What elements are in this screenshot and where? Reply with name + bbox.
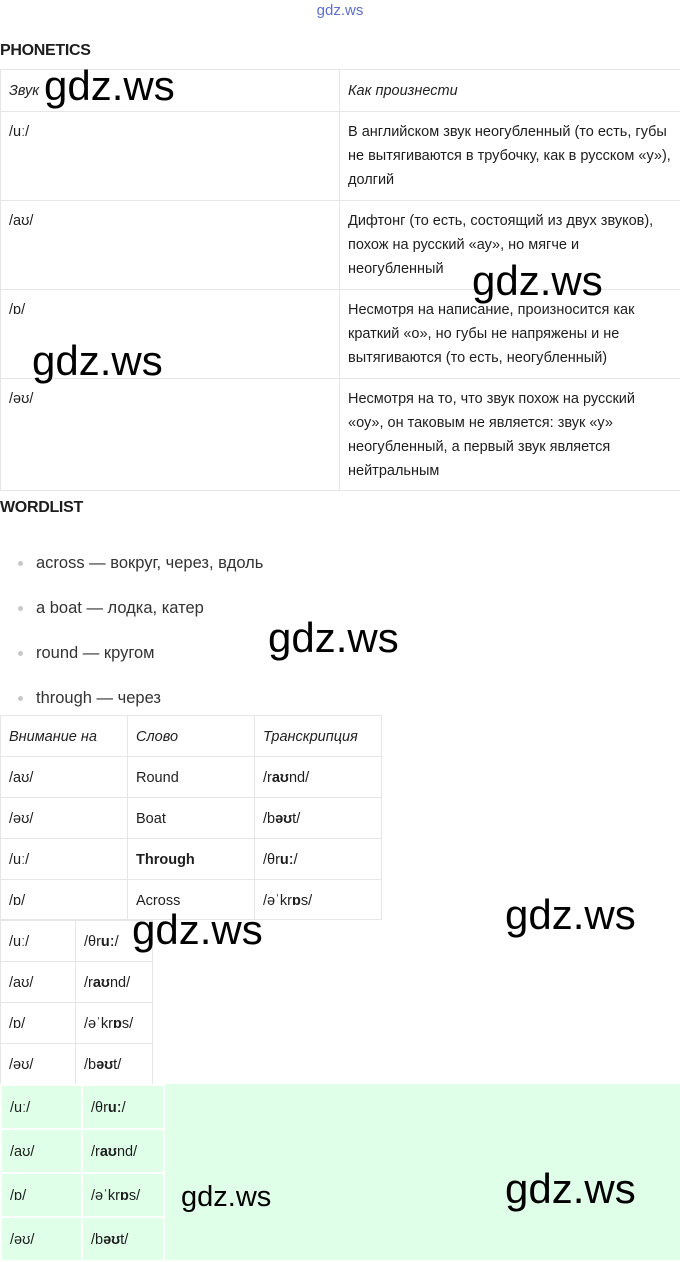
focus-cell: /əʊ/ xyxy=(1,798,128,839)
transcription-cell xyxy=(82,1173,164,1217)
trans-highlight: uː xyxy=(280,852,294,868)
trans-part: /r xyxy=(263,770,272,786)
word-part: t xyxy=(162,811,166,827)
focus-cell: /aʊ/ xyxy=(1,757,128,798)
trans-part: /əˈkr xyxy=(263,893,292,909)
transcription-cell xyxy=(76,1044,153,1085)
description-cell: Дифтонг (то есть, состоящий из двух звуков), похож на русский «ау», но мягче и неогубленный xyxy=(340,201,680,290)
table-row xyxy=(1,1003,153,1044)
trans-highlight: uː xyxy=(108,1100,122,1116)
sound-cell: /əʊ/ xyxy=(1,379,340,491)
word-cell xyxy=(128,798,255,839)
transcription-cell xyxy=(76,1003,153,1044)
watermark: gdz.ws xyxy=(32,337,163,385)
trans-part: t/ xyxy=(113,1057,121,1073)
trans-part: / xyxy=(122,1100,126,1116)
word-highlight: o xyxy=(158,893,166,909)
list-item: a boat — лодка, катер xyxy=(18,597,263,642)
column-header: Как произнести xyxy=(340,70,680,112)
word-cell xyxy=(128,839,255,880)
transcription-cell xyxy=(82,1085,164,1129)
table-row xyxy=(1,1129,164,1173)
transcription-cell xyxy=(255,798,382,839)
trans-highlight: ɒ xyxy=(292,893,301,909)
trans-part: s/ xyxy=(129,1188,140,1204)
word-table xyxy=(0,715,382,920)
table-row xyxy=(1,757,382,798)
green-sound-table xyxy=(0,1084,165,1262)
trans-highlight: aʊ xyxy=(272,770,289,786)
watermark: gdz.ws xyxy=(268,614,399,662)
trans-part: s/ xyxy=(122,1016,133,1032)
description-cell: В английском звук неогубленный (то есть, губы не вытягиваются в трубочку, как в русском «у»), долгий xyxy=(340,112,680,201)
trans-part: /b xyxy=(263,811,275,827)
transcription-cell xyxy=(82,1129,164,1173)
trans-part: /b xyxy=(91,1232,103,1248)
table-row xyxy=(1,379,680,491)
wordlist-heading: WORDLIST xyxy=(0,499,83,517)
trans-part: s/ xyxy=(301,893,312,909)
trans-part: / xyxy=(294,852,298,868)
sound-cell: /ɒ/ xyxy=(1,1173,82,1217)
trans-part: /r xyxy=(84,975,93,991)
list-item: across — вокруг, через, вдоль xyxy=(18,552,263,597)
transcription-cell xyxy=(255,757,382,798)
description-cell: Несмотря на то, что звук похож на русский «оу», он таковым не является: звук «у» неогубленный, а первый звук является нейтральным xyxy=(340,379,680,491)
list-item: round — кругом xyxy=(18,642,263,687)
table-row xyxy=(1,921,153,962)
sound-cell: /əʊ/ xyxy=(1,1044,76,1085)
trans-part: /r xyxy=(91,1144,100,1160)
table-row xyxy=(1,962,153,1003)
trans-part: t/ xyxy=(120,1232,128,1248)
trans-part: nd/ xyxy=(289,770,309,786)
watermark: gdz.ws xyxy=(472,257,603,305)
column-header: Звук xyxy=(1,70,340,112)
trans-highlight: uː xyxy=(101,934,115,950)
word-cell xyxy=(128,757,255,798)
transcription-cell xyxy=(82,1217,164,1261)
column-header: Слово xyxy=(128,716,255,757)
trans-highlight: əʊ xyxy=(275,811,292,827)
description-cell: Несмотря на написание, произносится как краткий «о», но губы не напряжены и не вытягиваются (то есть, неогубленный) xyxy=(340,290,680,379)
trans-part: nd/ xyxy=(117,1144,137,1160)
sound-cell: /ɒ/ xyxy=(1,290,340,379)
table-row xyxy=(1,798,382,839)
table-row xyxy=(1,112,680,201)
watermark: gdz.ws xyxy=(181,1181,271,1214)
trans-part: /θr xyxy=(91,1100,108,1116)
sound-cell: /əʊ/ xyxy=(1,1217,82,1261)
word-part: R xyxy=(136,770,146,786)
trans-highlight: ɒ xyxy=(120,1188,129,1204)
word-highlight: oa xyxy=(146,811,162,827)
list-item: through — через xyxy=(18,687,263,732)
word-part: Acr xyxy=(136,893,158,909)
trans-part: /θr xyxy=(84,934,101,950)
trans-part: /əˈkr xyxy=(84,1016,113,1032)
sound-cell: /uː/ xyxy=(1,1085,82,1129)
focus-cell: /ɒ/ xyxy=(1,880,128,920)
sound-cell: /aʊ/ xyxy=(1,201,340,290)
table-row xyxy=(1,1044,153,1085)
trans-part: t/ xyxy=(292,811,300,827)
word-part: ss xyxy=(166,893,181,909)
sound-cell: /aʊ/ xyxy=(1,962,76,1003)
sound-cell: /uː/ xyxy=(1,112,340,201)
sound-cell: /uː/ xyxy=(1,921,76,962)
site-link[interactable]: gdz.ws xyxy=(0,2,680,19)
watermark: gdz.ws xyxy=(505,1165,636,1213)
column-header: Внимание на xyxy=(1,716,128,757)
transcription-cell xyxy=(76,962,153,1003)
trans-highlight: əʊ xyxy=(96,1057,113,1073)
table-row xyxy=(1,1085,164,1129)
column-header: Транскрипция xyxy=(255,716,382,757)
table-row xyxy=(1,1217,164,1261)
focus-cell: /uː/ xyxy=(1,839,128,880)
word-part: nd xyxy=(163,770,179,786)
word-highlight: ou xyxy=(146,770,162,786)
trans-part: / xyxy=(115,934,119,950)
word-highlight: Through xyxy=(136,852,195,868)
word-part: B xyxy=(136,811,146,827)
table-header-row xyxy=(1,716,382,757)
watermark: gdz.ws xyxy=(132,906,263,954)
table-row xyxy=(1,839,382,880)
sound-cell: /aʊ/ xyxy=(1,1129,82,1173)
trans-part: nd/ xyxy=(110,975,130,991)
sound-transcription-table xyxy=(0,920,153,1085)
watermark: gdz.ws xyxy=(44,62,175,110)
table-row xyxy=(1,1173,164,1217)
transcription-cell xyxy=(255,880,382,920)
phonetics-heading: PHONETICS xyxy=(0,42,91,60)
trans-part: /əˈkr xyxy=(91,1188,120,1204)
trans-part: /θr xyxy=(263,852,280,868)
trans-part: /b xyxy=(84,1057,96,1073)
wordlist xyxy=(18,552,263,732)
transcription-cell xyxy=(255,839,382,880)
watermark: gdz.ws xyxy=(505,891,636,939)
trans-highlight: aʊ xyxy=(93,975,110,991)
trans-highlight: aʊ xyxy=(100,1144,117,1160)
trans-highlight: əʊ xyxy=(103,1232,120,1248)
sound-cell: /ɒ/ xyxy=(1,1003,76,1044)
trans-highlight: ɒ xyxy=(113,1016,122,1032)
